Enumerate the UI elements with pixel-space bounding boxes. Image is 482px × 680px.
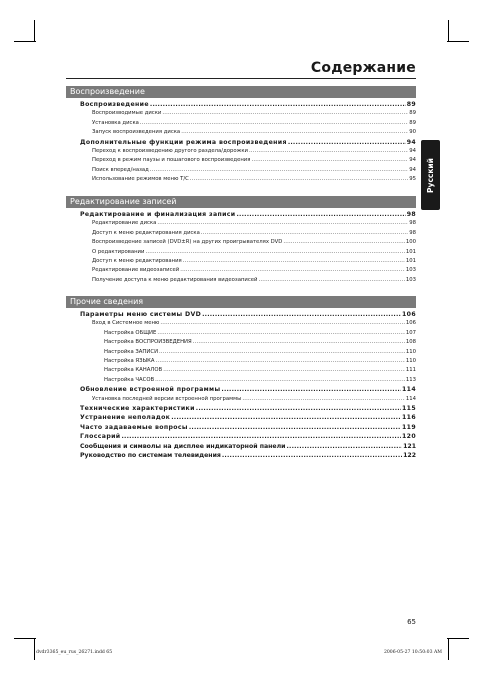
crop-mark xyxy=(448,638,449,660)
page-number: 65 xyxy=(407,618,416,626)
toc-entry[interactable] xyxy=(80,451,416,460)
toc-label: Часто задаваемые вопросы xyxy=(80,423,188,431)
leader-dots xyxy=(156,357,405,366)
toc-entry[interactable] xyxy=(80,238,416,247)
toc-entry[interactable] xyxy=(80,442,416,451)
toc-label: Установка диска xyxy=(92,119,139,126)
toc-page: 114 xyxy=(405,395,416,402)
leader-dots xyxy=(181,128,408,137)
leader-dots xyxy=(193,338,405,347)
toc-page: 89 xyxy=(406,101,416,108)
toc-page: 122 xyxy=(403,452,416,460)
toc-page: 94 xyxy=(409,166,416,173)
crop-mark xyxy=(448,20,449,42)
toc-label: Дополнительные функции режима воспроизведения xyxy=(80,138,287,146)
toc-label: Вход в Системное меню xyxy=(92,320,160,327)
toc-entry[interactable] xyxy=(80,257,416,266)
section-heading: Прочие сведения xyxy=(66,296,416,308)
leader-dots xyxy=(196,404,401,413)
toc-entry[interactable] xyxy=(80,119,416,128)
toc-page: 95 xyxy=(409,176,416,183)
leader-dots xyxy=(202,310,401,319)
leader-dots xyxy=(286,442,402,451)
toc-label: Редактирование и финализация записи xyxy=(80,211,236,218)
leader-dots xyxy=(157,329,405,338)
title-divider xyxy=(66,78,416,79)
toc-entry[interactable] xyxy=(80,248,416,257)
toc-label: Параметры меню системы DVD xyxy=(80,311,202,318)
toc-page: 101 xyxy=(405,248,416,255)
toc-page: 89 xyxy=(409,110,416,117)
toc-entry[interactable] xyxy=(80,357,416,366)
leader-dots xyxy=(122,432,402,441)
section-heading: Воспроизведение xyxy=(66,86,416,98)
toc-label: Доступ к меню редактирования диска xyxy=(92,229,200,236)
toc-page: 111 xyxy=(405,367,416,374)
toc-label: Настройка ЯЗЫКА xyxy=(104,358,155,365)
toc-entry[interactable] xyxy=(80,175,416,184)
toc-label: Руководство по системам телевидения xyxy=(80,452,221,460)
toc-label: Технические характеристики xyxy=(80,405,195,413)
leader-dots xyxy=(258,276,404,285)
leader-dots xyxy=(162,109,408,118)
toc-entry[interactable] xyxy=(80,348,416,357)
toc-label: Редактирование диска xyxy=(92,220,157,227)
leader-dots xyxy=(251,156,408,165)
toc-label: Редактирование видеозаписей xyxy=(92,267,180,274)
toc-entry[interactable] xyxy=(80,395,416,404)
toc-label: Настройка ЧАСОВ xyxy=(104,376,155,383)
crop-mark xyxy=(447,41,469,42)
leader-dots xyxy=(190,175,408,184)
crop-mark xyxy=(34,20,35,42)
leader-dots xyxy=(155,376,405,385)
toc-label: Воспроизведение записей (DVD±R) на других проигрывателях DVD xyxy=(92,239,283,246)
toc-label: Воспроизведение xyxy=(80,101,149,108)
toc-page: 110 xyxy=(405,358,416,365)
toc-label: Запуск воспроизведения диска xyxy=(92,129,181,136)
toc-entry[interactable] xyxy=(80,100,416,109)
toc-page: 98 xyxy=(409,220,416,227)
toc-label: Поиск вперед/назад xyxy=(92,166,149,173)
toc-page: 113 xyxy=(405,376,416,383)
leader-dots xyxy=(201,229,408,238)
toc-entry[interactable] xyxy=(80,385,416,394)
leader-dots xyxy=(222,451,402,460)
page-title: Содержание xyxy=(310,60,416,76)
toc-entry[interactable] xyxy=(80,166,416,175)
toc-entry[interactable] xyxy=(80,404,416,413)
toc-page: 94 xyxy=(406,138,416,146)
toc-entry[interactable] xyxy=(80,109,416,118)
toc-label: О редактировании xyxy=(92,248,145,255)
leader-dots xyxy=(242,395,405,404)
toc-entry[interactable] xyxy=(80,329,416,338)
toc-page: 98 xyxy=(409,229,416,236)
leader-dots xyxy=(171,413,401,422)
leader-dots xyxy=(249,147,408,156)
toc-entry[interactable] xyxy=(80,338,416,347)
toc-label: Настройка КАНАЛОВ xyxy=(104,367,163,374)
toc-entry[interactable] xyxy=(80,229,416,238)
toc-page: 115 xyxy=(402,405,416,413)
leader-dots xyxy=(189,423,401,432)
toc-page: 120 xyxy=(402,433,416,441)
toc-label: Сообщения и символы на дисплее индикаторной панели xyxy=(80,442,286,450)
leader-dots xyxy=(183,257,405,266)
toc-page: 106 xyxy=(402,311,416,318)
toc-page: 103 xyxy=(405,276,416,283)
leader-dots xyxy=(159,348,405,357)
toc-entry[interactable] xyxy=(80,366,416,375)
leader-dots xyxy=(150,166,408,175)
section-heading: Редактирование записей xyxy=(66,196,416,208)
leader-dots xyxy=(283,238,405,247)
toc-page: 119 xyxy=(402,423,416,431)
toc-label: Переход к воспроизведению другого раздела/дорожки xyxy=(92,148,248,155)
toc-page: 89 xyxy=(409,119,416,126)
toc-entry[interactable] xyxy=(80,156,416,165)
toc-page: 94 xyxy=(409,157,416,164)
toc-page: 108 xyxy=(405,339,416,346)
leader-dots xyxy=(140,119,408,128)
leader-dots xyxy=(237,210,406,219)
toc-page: 100 xyxy=(405,239,416,246)
toc-label: Получение доступа к меню редактирования видеозаписей xyxy=(92,276,258,283)
crop-mark xyxy=(34,638,35,660)
leader-dots xyxy=(150,100,406,109)
toc-label: Настройка ОБЩИЕ xyxy=(104,329,157,336)
leader-dots xyxy=(157,219,408,228)
toc-page: 94 xyxy=(409,148,416,155)
toc-page: 121 xyxy=(403,442,416,450)
toc-entry[interactable] xyxy=(80,138,416,147)
toc-label: Установка последней версии встроенной программы xyxy=(92,395,242,402)
toc-list xyxy=(80,310,416,461)
toc-page: 110 xyxy=(405,348,416,355)
leader-dots xyxy=(145,248,404,257)
toc-page: 101 xyxy=(405,258,416,265)
toc-entry[interactable] xyxy=(80,423,416,432)
toc-entry[interactable] xyxy=(80,219,416,228)
toc-page: 116 xyxy=(402,414,416,422)
toc-entry[interactable] xyxy=(80,210,416,219)
toc-page: 114 xyxy=(402,386,416,394)
toc-label: Воспроизводимые диски xyxy=(92,110,162,117)
toc-entry[interactable] xyxy=(80,266,416,275)
toc-label: Обновление встроенной программы xyxy=(80,386,221,394)
toc-label: Устранение неполадок xyxy=(80,414,171,422)
toc-page: 90 xyxy=(409,129,416,136)
toc-entry[interactable] xyxy=(80,413,416,422)
leader-dots xyxy=(288,138,406,147)
toc-label: Настройка ВОСПРОИЗВЕДЕНИЯ xyxy=(104,339,192,346)
leader-dots xyxy=(163,366,405,375)
toc-list xyxy=(80,100,416,185)
toc-list xyxy=(80,210,416,285)
language-tab xyxy=(421,140,440,210)
toc-page: 107 xyxy=(405,329,416,336)
toc-entry[interactable] xyxy=(80,147,416,156)
leader-dots xyxy=(160,319,404,328)
toc-page: 103 xyxy=(405,267,416,274)
toc-entry[interactable] xyxy=(80,310,416,319)
toc-label: Доступ к меню редактирования xyxy=(92,258,182,265)
language-tab-label: Русский xyxy=(426,157,436,193)
crop-mark xyxy=(14,41,36,42)
toc-entry[interactable] xyxy=(80,319,416,328)
toc-label: Использование режимов меню T/C xyxy=(92,176,189,183)
toc-page: 98 xyxy=(406,211,416,218)
toc-label: Настройка ЗАПИСИ xyxy=(104,348,159,355)
toc-page: 106 xyxy=(405,320,416,327)
toc-entry[interactable] xyxy=(80,128,416,137)
leader-dots xyxy=(221,385,401,394)
footer-filename: dvdr3365_eu_rus_26271.indd 65 xyxy=(36,650,113,655)
crop-mark xyxy=(14,638,36,639)
toc-entry[interactable] xyxy=(80,432,416,441)
toc-label: Глоссарий xyxy=(80,433,121,441)
footer-timestamp: 2006-05-27 10:50:03 AM xyxy=(383,650,442,655)
toc-entry[interactable] xyxy=(80,376,416,385)
leader-dots xyxy=(180,266,405,275)
toc-entry[interactable] xyxy=(80,276,416,285)
crop-mark xyxy=(447,638,469,639)
toc-label: Переход в режим паузы и пошагового воспроизведения xyxy=(92,157,251,164)
